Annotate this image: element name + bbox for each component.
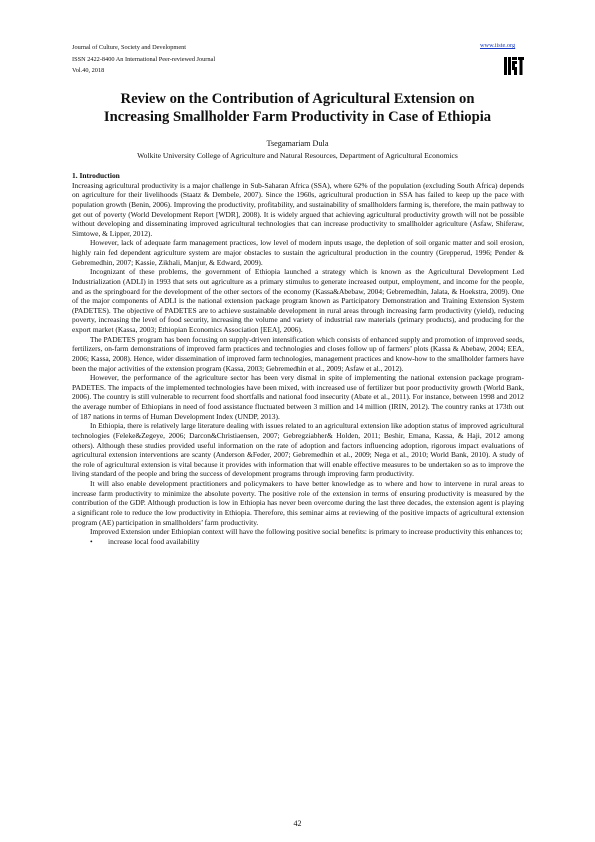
paragraph-3: Incognizant of these problems, the government of Ethiopia launched a strategy which is known as the Agricultural Development Led Industrialization (ADLI) in 1993 that sets out agriculture as a primary stimulus to generate increased output, employment, and income for the people, and as the springboard for the development of the other sectors of the economy (Kassa&Abebaw, 2004; Gebremedhin, Jalata, & Hoekstra, 2009). One of the major components of ADLI is the national extension package program known as Participatory Demonstration and Training Extension System (PADETES). The objective of PADETES are to achieve sustainable development in rural areas through increasing farm productivity (yield), reducing poverty, increasing the level of food security, increasing the volume and variety of industrial raw materials (primary products), and producing for the export market (Kassa, 2003; Ethiopian Economics Association [EEA], 2006). [72, 267, 524, 334]
paper-title-line-1: Review on the Contribution of Agricultural Extension on [120, 91, 475, 107]
journal-website-link[interactable]: www.iiste.org [480, 42, 516, 49]
article-body [72, 171, 524, 546]
author-name: Tsegamariam Dula [266, 139, 329, 148]
paper-title-line-2: Increasing Smallholder Farm Productivity in Case of Ethiopia [103, 109, 492, 125]
paragraph-1: Increasing agricultural productivity is a major challenge in Sub-Saharan Africa (SSA), where 62% of the population (excluding South Africa) depends on agriculture for their livelihoods (Staatz & Dembele, 2007). Since the 1960s, agricultural production in SSA has failed to keep up the pace with population growth (Benin, 2006). Improving the productivity, profitability, and sustainability of smallholders farming is, therefore, the main pathway to get out of poverty (World Development Report [WDR], 2008). It is widely argued that achieving agricultural productivity growth will not be possible without developing and disseminating improved agricultural technologies that can increase productivity to smallholder agriculture (Asfaw, Shiferaw, Simtowe, & Lipper, 2012). [72, 180, 524, 238]
journal-issn: ISSN 2422-8400 An International Peer-reviewed Journal [72, 55, 216, 63]
paper-title [72, 90, 523, 126]
paragraph-5: However, the performance of the agriculture sector has been very dismal in spite of implementing the national extension package program-PADETES. The impacts of the implemented technologies have been mixed, with increased use of fertilizer but poor productivity growth (World Bank, 2006). The country is still vulnerable to recurrent food shortfalls and national food insecurity (Abate et al., 2011). For instance, between 1998 and 2012 the average number of Ethiopians in need of food assistance fluctuated between 3 million and 14 million (IRIN, 2012). The country ranks at 173th out of 187 nations in terms of Human Development Index (UNDP, 2013). [72, 373, 524, 421]
list-item [72, 537, 524, 547]
journal-volume: Vol.40, 2018 [72, 67, 105, 74]
paragraph-2: However, lack of adequate farm management practices, low level of modern inputs usage, the depletion of soil organic matter and soil erosion, highly rain fed dependent agriculture system are major obstacles to sustain the agricultural production in the country (Grepperud, 1996; Pender & Gebremedhin, 2007; Kassie, Zikhali, Manjur, & Edward, 2009). [72, 238, 524, 267]
author-affiliation: Wolkite University College of Agriculture and Natural Resources, Department of Agricultural Economics [137, 151, 458, 160]
section-heading: 1. Introduction [72, 171, 120, 180]
list-item-text: increase local food availability [108, 536, 200, 546]
paragraph-6: In Ethiopia, there is relatively large literature dealing with issues related to an agricultural extension like adoption status of improved agricultural technologies (Feleke&Zegeye, 2006; Darcon&Christiaensen, 2007; Gebregziabher& Holden, 2011; Beshir, Emana, Kassa, & Haji, 2012 among others). Although these studies provided useful information on the rate of adoption and factors influencing adoption, rigorous impact evaluations of agricultural extension interventions are scanty (Anderson &Feder, 2007; Gebremedhin et al., 2009; Nega et al., 2010; World Bank, 2010). A study of the role of agricultural extension is vital because it provides with information that will enable effective measures to be undertaken so as to improve the living standard of the people and bring the success of development programs through improving farm productivity. [72, 421, 524, 479]
bullet-icon: • [90, 536, 93, 546]
benefits-list [72, 537, 524, 547]
paragraph-7: It will also enable development practitioners and policymakers to have better knowledge as to where and how to intervene in rural areas to increase farm productivity to minimize the absolute poverty. The positive role of the extension in terms of ensuring productivity is measured by the contribution of the GDP. Although production is low in Ethiopia has never been overcome during the last three decades, the extension agent is playing a significant role to reduce the low productivity in Ethiopia. Therefore, this seminar aims at reviewing of the positive impacts of agricultural extension program (AE) participation in smallholders’ farm productivity. [72, 479, 524, 527]
page-number: 42 [293, 819, 302, 828]
journal-header [72, 42, 215, 77]
journal-name: Journal of Culture, Society and Development [72, 44, 187, 51]
iiste-logo [503, 56, 525, 76]
paragraph-4: The PADETES program has been focusing on supply-driven intensification which consists of enhanced supply and promotion of improved seeds, fertilizers, on-farm demonstrations of improved farm practices and technologies and closes follow up of farmers’ plots (Kassa & Abebaw, 2004; EEA, 2006; Kassa, 2008). Hence, wider dissemination of improved farm technologies, management practices and know-how to the smallholder farmers have been the major activities of the extension program (Kassa, 2003; Gebremedhin et al., 2009; Asfaw et al., 2012). [72, 334, 524, 373]
paragraph-8: Improved Extension under Ethiopian context will have the following positive social benefits: is primary to increase productivity this enhances to; [90, 527, 523, 537]
